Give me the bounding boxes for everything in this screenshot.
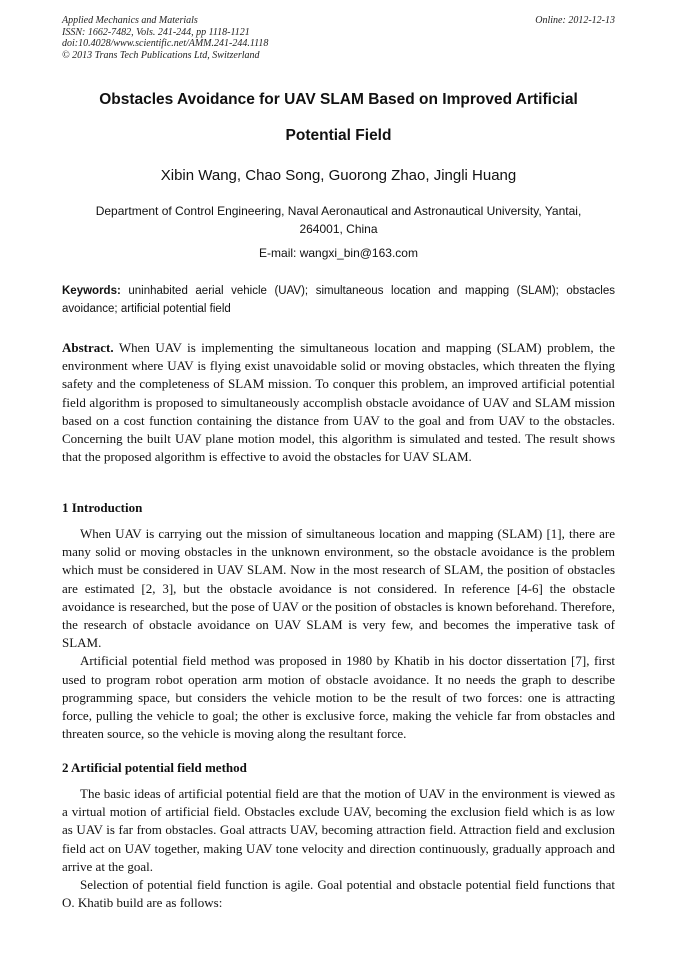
affiliation-line-1: Department of Control Engineering, Naval Aeronautical and Astronautical University, Yantai, <box>95 204 582 218</box>
author-email[interactable]: E-mail: wangxi_bin@163.com <box>259 246 418 260</box>
copyright-line: © 2013 Trans Tech Publications Ltd, Switzerland <box>62 49 260 61</box>
section-2-body <box>62 785 615 912</box>
authors: Xibin Wang, Chao Song, Guorong Zhao, Jingli Huang <box>160 167 517 184</box>
abstract-label: Abstract. <box>62 340 114 355</box>
section-1-heading: 1 Introduction <box>62 500 143 515</box>
journal-header <box>62 15 268 61</box>
abstract-block <box>62 339 615 466</box>
keywords-text: uninhabited aerial vehicle (UAV); simultaneous location and mapping (SLAM); obstacles avoidance; artificial potential field <box>62 285 615 315</box>
online-date: Online: 2012-12-13 <box>535 15 615 26</box>
affiliation-line-2: 264001, China <box>299 222 378 236</box>
section-1-paragraph: When UAV is carrying out the mission of simultaneous location and mapping (SLAM) [1], there are many solid or moving obstacles in the unknown environment, so the obstacle avoidance is the problem which must be considered in UAV SLAM. Now in the most research of SLAM, the position of obstacles are estimated [2, 3], but the obstacle avoidance is not considered. In reference [4-6] the obstacle avoidance is researched, but the pose of UAV or the position of obstacles is known beforehand. Therefore, the research of obstacle avoidance on UAV SLAM is very few, and becomes the imperative task of SLAM. <box>62 526 615 651</box>
section-1-paragraph: Artificial potential field method was proposed in 1980 by Khatib in his doctor dissertation [7], first used to program robot operation arm motion of obstacle avoidance. It no needs the graph to describe programming space, but considers the vehicle motion to be the result of two forces: one is attracting force, pulling the vehicle to goal; the other is exclusive force, making the vehicle far from obstacles and threaten source, so the vehicle is moving along the resultant force. <box>62 653 615 742</box>
paper-title <box>62 82 615 154</box>
affiliation <box>62 202 615 238</box>
title-line-1: Obstacles Avoidance for UAV SLAM Based on Improved Artificial <box>99 91 578 108</box>
keywords-block <box>62 282 615 318</box>
title-line-2: Potential Field <box>285 127 392 144</box>
issn-line: ISSN: 1662-7482, Vols. 241-244, pp 1118-1121 <box>62 26 250 38</box>
doi-line[interactable]: doi:10.4028/www.scientific.net/AMM.241-244.1118 <box>62 38 269 49</box>
journal-name: Applied Mechanics and Materials <box>62 15 198 26</box>
section-1-body <box>62 525 615 743</box>
section-2-paragraph: Selection of potential field function is agile. Goal potential and obstacle potential field functions that O. Khatib build are as follows: <box>62 877 615 911</box>
section-2-heading: 2 Artificial potential field method <box>62 760 247 775</box>
abstract-text: When UAV is implementing the simultaneous location and mapping (SLAM) problem, the environment where UAV is flying exist unavoidable solid or moving obstacles, which threaten the flying safety and the completeness of SLAM mission. To conquer this problem, an improved artificial potential field algorithm is proposed to simultaneously accomplish obstacle avoidance of UAV and SLAM mission based on a cost function containing the distance from UAV to the goal and from UAV to the obstacles. Concerning the built UAV plane motion model, this algorithm is simulated and tested. The result shows that the proposed algorithm is effective to avoid the obstacles for UAV SLAM. <box>62 340 615 465</box>
section-2-paragraph: The basic ideas of artificial potential field are that the motion of UAV in the environment is viewed as a virtual motion of artificial field. Obstacles exclude UAV, becoming the exclusion field which is as low as UAV is far from obstacles. Goal attracts UAV, becoming attraction field. Attraction field and exclusion field act on UAV together, making UAV tone velocity and direction continuously, gradually approach and arrive at the goal. <box>62 786 615 874</box>
keywords-label: Keywords: <box>62 285 121 297</box>
